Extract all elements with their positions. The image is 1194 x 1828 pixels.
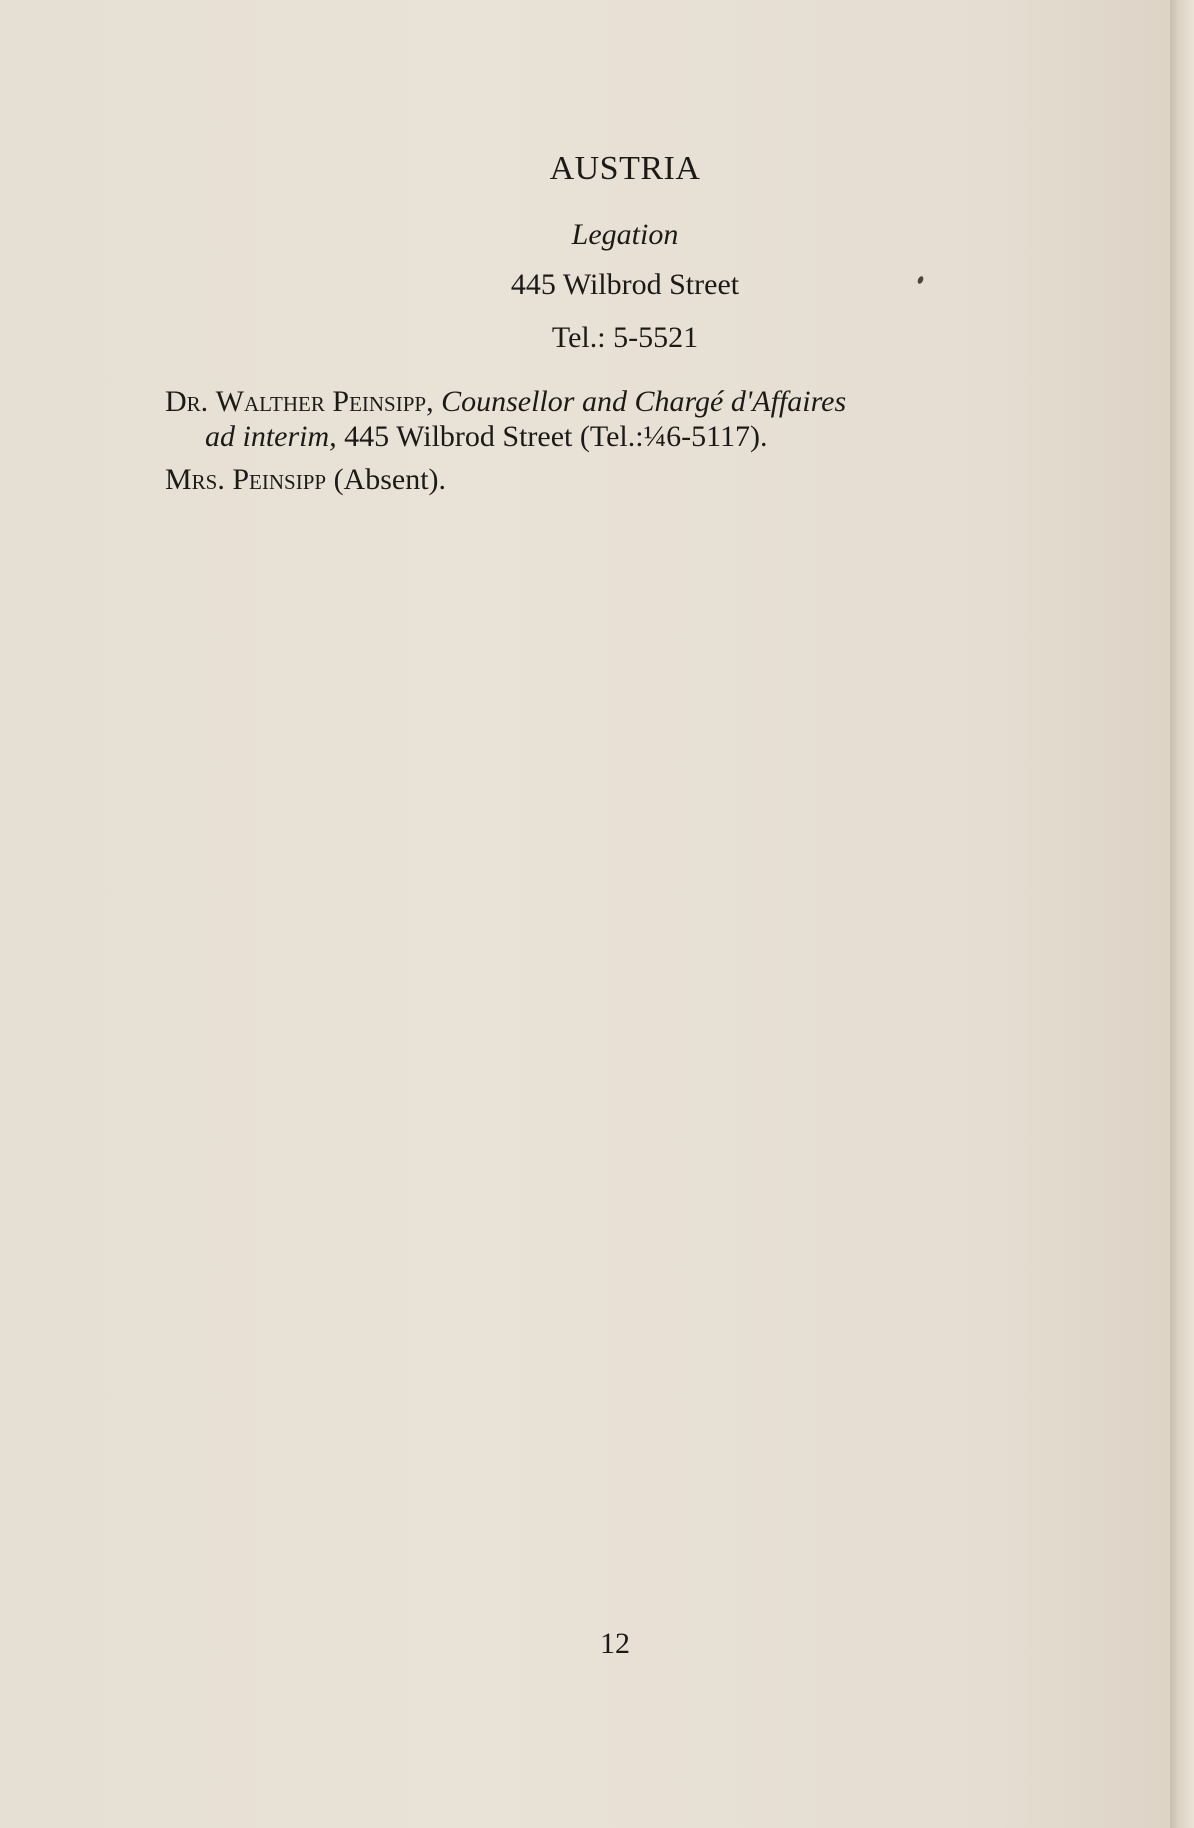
country-heading: AUSTRIA xyxy=(549,150,701,187)
entry-phone-mark: ¼ xyxy=(643,420,667,453)
entry-position-continued: ad interim, xyxy=(205,420,337,453)
entry-title: Mrs. Peinsipp xyxy=(165,463,327,496)
mission-address: 445 Wilbrod Street xyxy=(510,268,740,301)
entry-phone-rest: 6-5117). xyxy=(666,420,768,453)
page-edge xyxy=(1170,0,1194,1828)
entry-details: 445 Wilbrod Street (Tel.: xyxy=(344,420,644,453)
entry-spouse xyxy=(165,463,446,497)
entry-status: (Absent). xyxy=(333,463,447,496)
mission-type: Legation xyxy=(571,218,679,251)
entry-name: Walther Peinsipp, xyxy=(215,385,434,418)
entry-chargé-d-affaires-continued xyxy=(205,420,767,454)
entry-chargé-d-affaires xyxy=(165,385,846,419)
mission-phone: Tel.: 5-5521 xyxy=(551,321,699,354)
entry-position: Counsellor and Chargé d'Affaires xyxy=(441,385,847,418)
page-number: 12 xyxy=(600,1627,630,1660)
entry-title: Dr. xyxy=(165,385,209,418)
